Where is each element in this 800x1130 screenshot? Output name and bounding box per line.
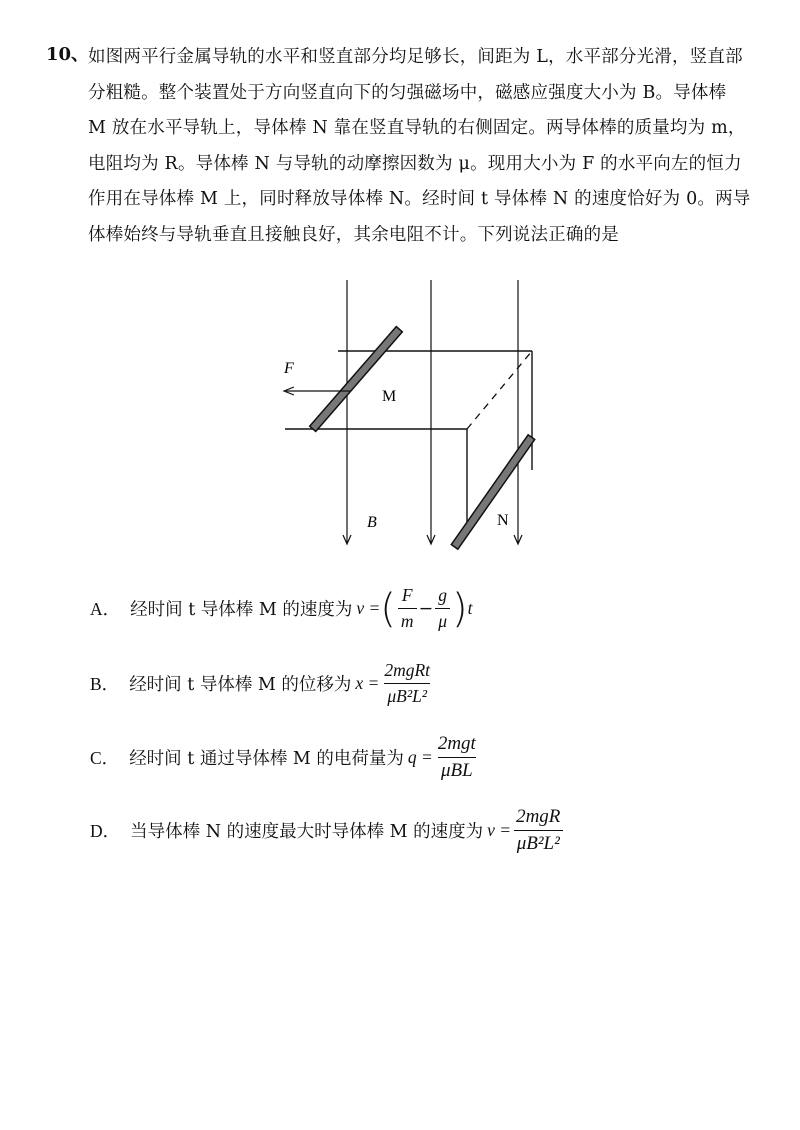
fraction — [381, 660, 433, 707]
rod-M — [310, 327, 403, 432]
option-text: 当导体棒 N 的速度最大时导体棒 M 的速度为 — [130, 822, 484, 842]
stem-line: 如图两平行金属导轨的水平和竖直部分均足够长，间距为 L，水平部分光滑，竖直部 — [88, 47, 743, 67]
denominator: μB²L² — [514, 830, 563, 855]
denominator: m — [398, 608, 417, 632]
option-label: C． — [90, 748, 120, 768]
option-d — [90, 806, 565, 855]
hidden-edge — [467, 351, 532, 429]
label-B: B — [367, 514, 377, 531]
option-label: B． — [90, 674, 120, 694]
numerator: g — [438, 585, 447, 605]
rail-diagram — [270, 275, 560, 555]
option-b — [90, 660, 435, 707]
option-text: 经时间 t 导体棒 M 的位移为 — [129, 675, 352, 695]
minus-sign: − — [418, 598, 434, 619]
option-text: 经时间 t 通过导体棒 M 的电荷量为 — [129, 749, 404, 769]
formula-lhs: v = — [487, 820, 512, 840]
option-label: A． — [90, 599, 121, 619]
formula-suffix: t — [467, 598, 473, 618]
numerator: F — [401, 585, 413, 605]
rod-N — [451, 435, 534, 549]
denominator: μB²L² — [384, 683, 430, 707]
formula-lhs: v = — [356, 598, 381, 618]
option-a — [90, 585, 473, 632]
denominator: μ — [435, 608, 450, 632]
option-c — [90, 733, 481, 782]
stem-line: 分粗糙。整个装置处于方向竖直向下的匀强磁场中，磁感应强度大小为 B。导体棒 — [88, 82, 727, 103]
option-label: D． — [90, 821, 121, 841]
label-N: N — [497, 512, 509, 529]
fraction — [513, 806, 563, 855]
left-paren: ( — [380, 585, 396, 632]
fraction — [435, 733, 479, 782]
label-M: M — [382, 388, 397, 405]
question-number: 10、 — [46, 44, 90, 65]
stem-line: 电阻均为 R。导体棒 N 与导轨的动摩擦因数为 μ。现用大小为 F 的水平向左的恒力 — [88, 153, 742, 174]
fraction — [435, 585, 450, 632]
denominator: μBL — [438, 757, 476, 782]
question-stem — [88, 40, 760, 253]
numerator: 2mgt — [437, 733, 476, 754]
right-paren: ) — [452, 585, 468, 632]
option-text: 经时间 t 导体棒 M 的速度为 — [130, 600, 353, 620]
stem-line: 体棒始终与导轨垂直且接触良好，其余电阻不计。下列说法正确的是 — [88, 224, 619, 245]
stem-line: 作用在导体棒 M 上，同时释放导体棒 N。经时间 t 导体棒 N 的速度恰好为 0。两导 — [88, 189, 751, 209]
label-F: F — [284, 360, 294, 377]
formula-lhs: q = — [407, 747, 433, 767]
formula-lhs: x = — [355, 673, 380, 693]
stem-line: M 放在水平导轨上，导体棒 N 靠在竖直导轨的右侧固定。两导体棒的质量均为 m， — [88, 118, 746, 138]
numerator: 2mgRt — [384, 660, 431, 680]
fraction — [398, 585, 417, 632]
numerator: 2mgR — [516, 806, 561, 827]
